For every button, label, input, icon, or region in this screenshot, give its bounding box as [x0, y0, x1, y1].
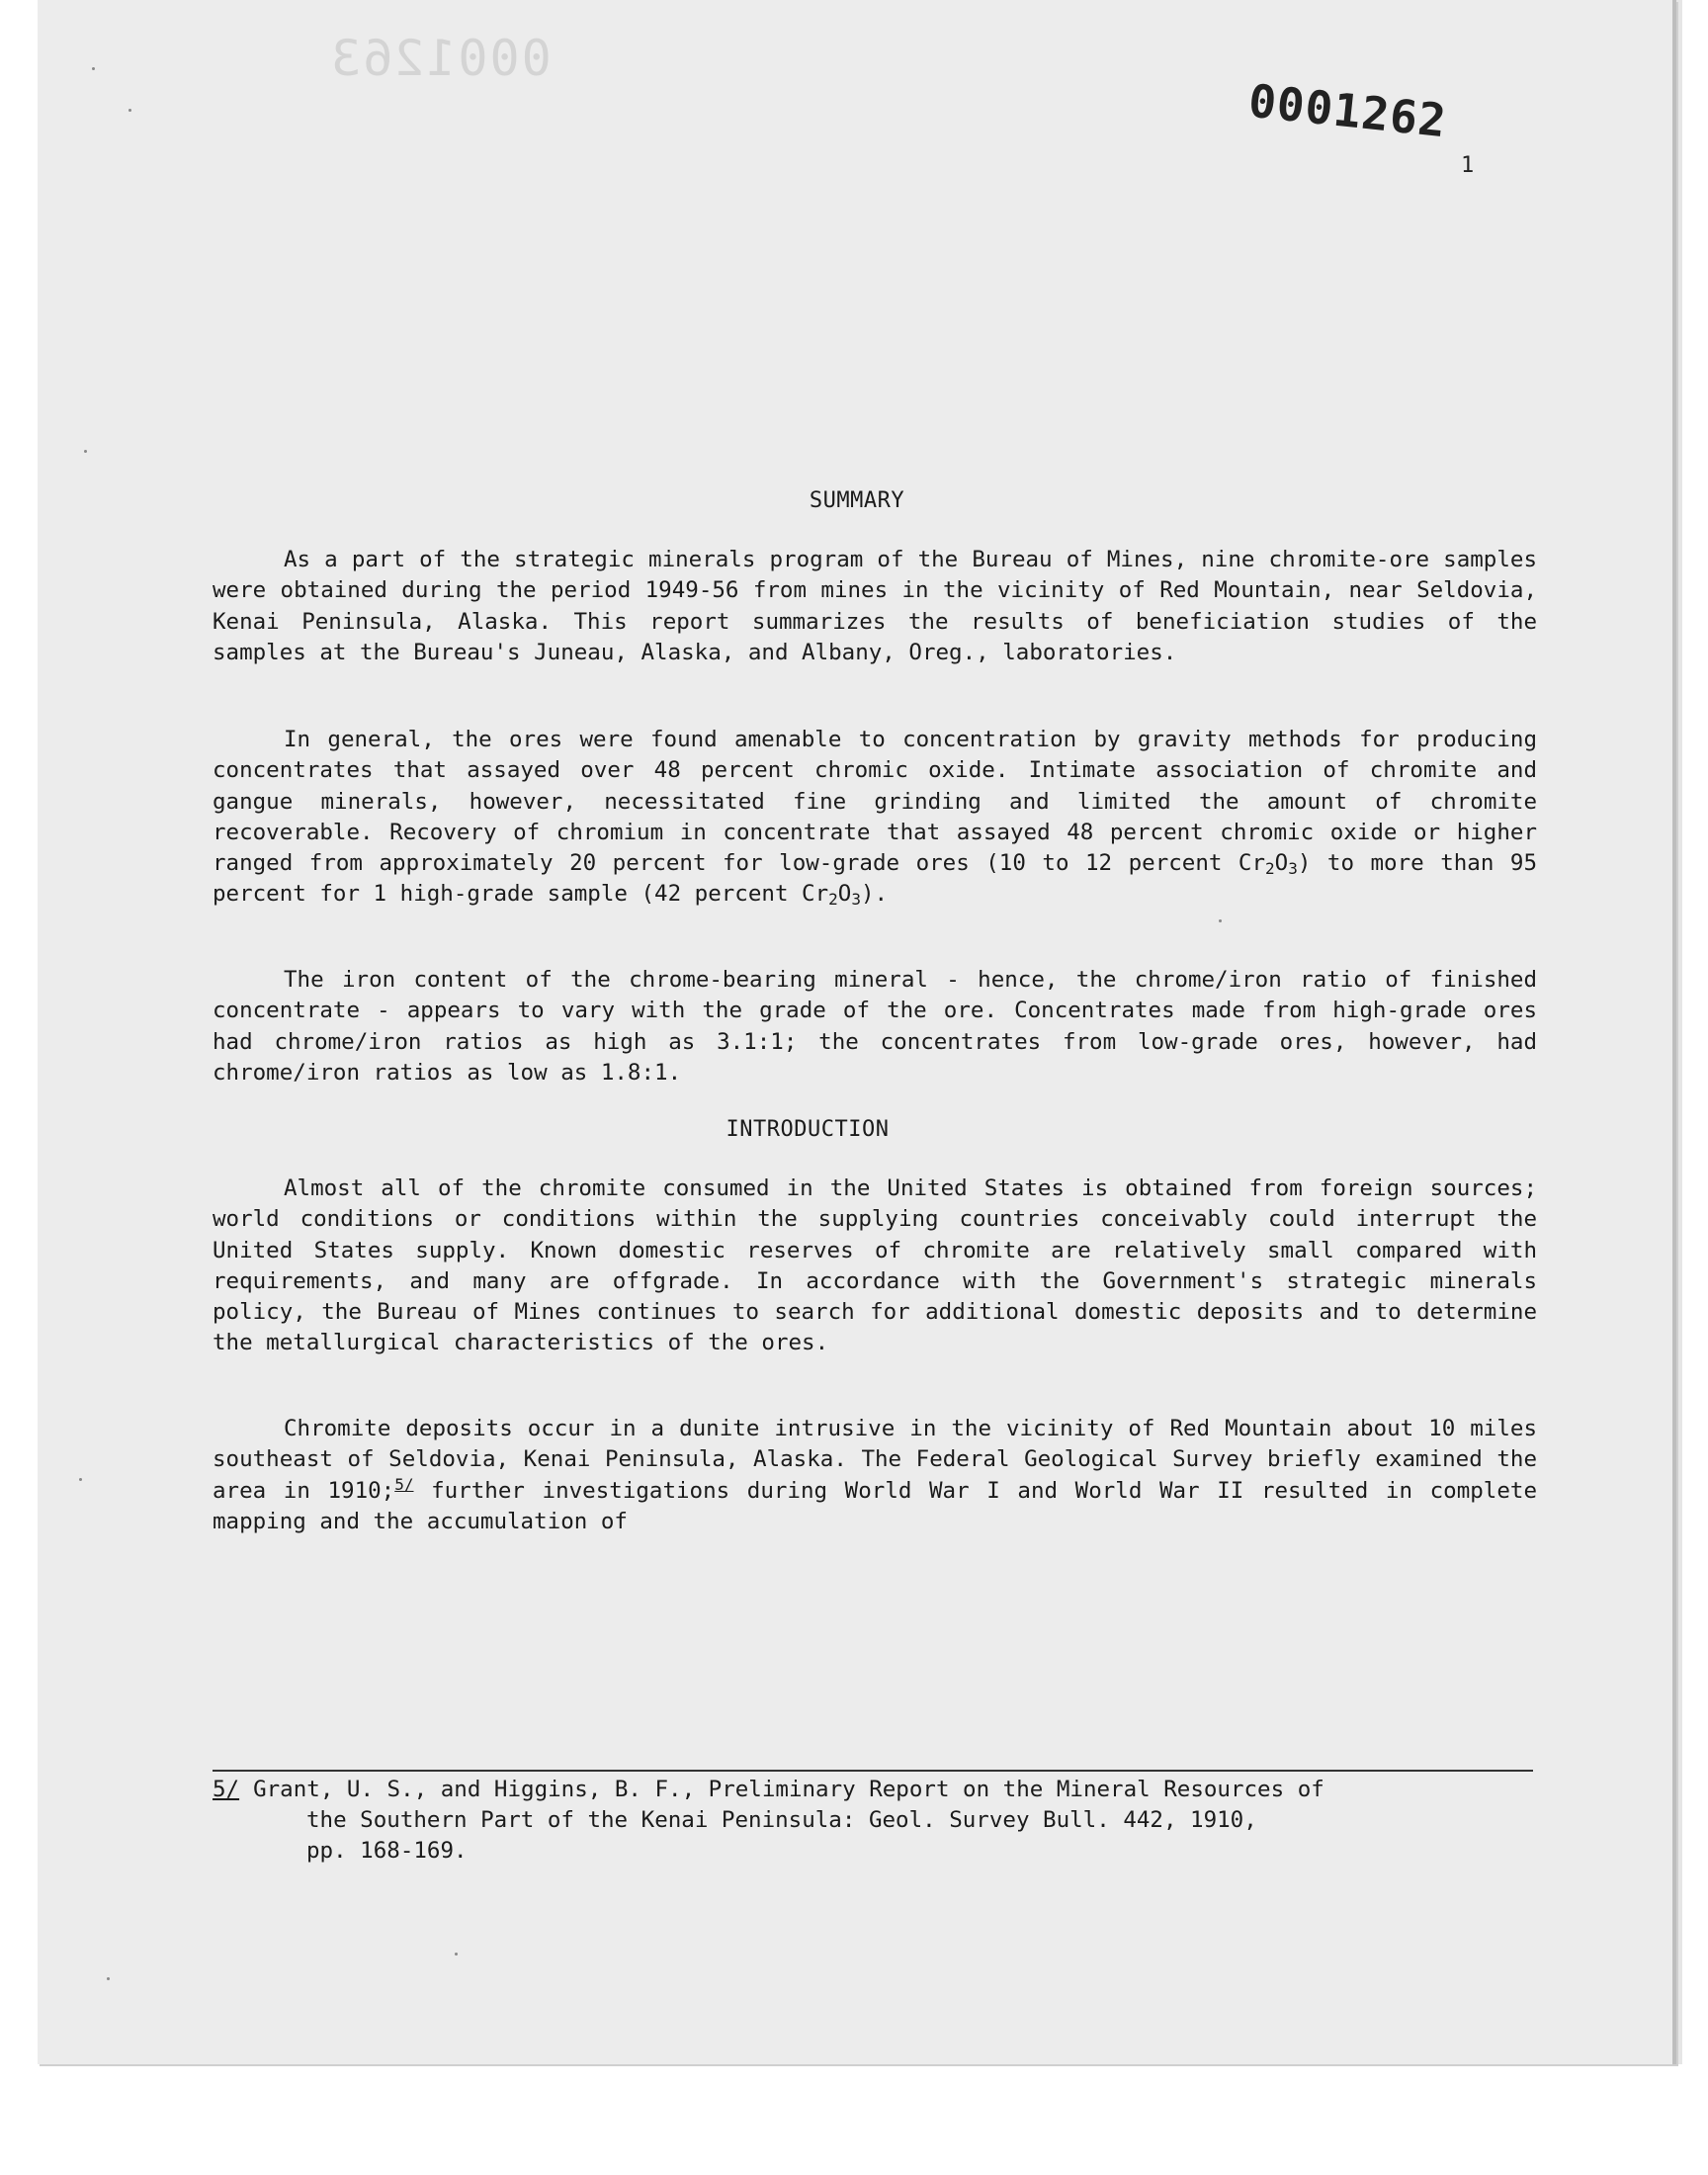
- footnote-line-3: pp. 168-169.: [306, 1838, 468, 1864]
- summary-heading: SUMMARY: [809, 488, 905, 513]
- summary-paragraph-1: As a part of the strategic minerals program of the Bureau of Mines, nine chromite-ore samples were obtained during the period 1949-56 from mines in the vicinity of Red Mountain, near Seldovia, Kenai Peninsula, Alaska. This report summarizes the results of beneficiation studies of the samples at the Bureau's Juneau, Alaska, and Albany, Oreg., laboratories.: [213, 547, 1537, 665]
- scan-speck: [128, 109, 131, 112]
- summary-paragraph-2: In general, the ores were found amenable to concentration by gravity methods for producing concentrates that assayed over 48 percent chromic oxide. Intimate association of chromite and gangue minerals, however, necessitated fine grinding and limited the amount of chromite recoverable. Recovery of chromium in concentrate that assayed 48 percent chromic oxide or higher ranged from approximately 20 percent for low-grade ores (10 to 12 percent $Cr_2O_3$) to more than 95 percent for 1 high-grade sample (42 percent $Cr_2O_3$).: [213, 727, 1537, 910]
- introduction-paragraph-2: Chromite deposits occur in a dunite intrusive in the vicinity of Red Mountain about 10 miles southeast of Seldovia, Kenai Peninsula, Alaska. The Federal Geological Survey briefly examined the area in 1910;$^{5/}$ further investigations during World War I and World War II resulted in complete mapping and the accumulation of: [213, 1416, 1537, 1534]
- document-page: [38, 0, 1676, 2064]
- introduction-heading: INTRODUCTION: [726, 1117, 890, 1142]
- footnote: [213, 1775, 1537, 1867]
- footnote-reference: 5/: [394, 1474, 414, 1494]
- footnote-mark: 5/: [213, 1777, 240, 1802]
- scan-speck: [107, 1977, 110, 1980]
- bleed-through-number: 0001263: [329, 30, 552, 87]
- scan-speck: [455, 1953, 458, 1956]
- document-stamp-number: 0001262: [1245, 73, 1450, 148]
- scan-speck: [1219, 919, 1222, 922]
- footnote-line-1: Grant, U. S., and Higgins, B. F., Preliminary Report on the Mineral Resources of: [253, 1777, 1324, 1802]
- page-number: 1: [1461, 153, 1475, 178]
- scan-speck: [92, 67, 95, 70]
- footnote-line-2: the Southern Part of the Kenai Peninsula: Geol. Survey Bull. 442, 1910,: [306, 1807, 1257, 1833]
- footnote-divider: [213, 1770, 1533, 1772]
- introduction-paragraph-1: Almost all of the chromite consumed in the United States is obtained from foreign sources; world conditions or conditions within the supplying countries conceivably could interrupt the United States supply. Known domestic reserves of chromite are relatively small compared with requirements, and many are offgrade. In accordance with the Government's strategic minerals policy, the Bureau of Mines continues to search for additional domestic deposits and to determine the metallurgical characteristics of the ores.: [213, 1175, 1537, 1356]
- page-edge-shadow: [1672, 0, 1676, 2064]
- summary-paragraph-3: The iron content of the chrome-bearing mineral - hence, the chrome/iron ratio of finished concentrate - appears to vary with the grade of the ore. Concentrates made from high-grade ores had chrome/iron ratios as high as 3.1:1; the concentrates from low-grade ores, however, had chrome/iron ratios as low as 1.8:1.: [213, 967, 1537, 1086]
- scan-speck: [84, 450, 87, 453]
- scan-speck: [79, 1478, 82, 1481]
